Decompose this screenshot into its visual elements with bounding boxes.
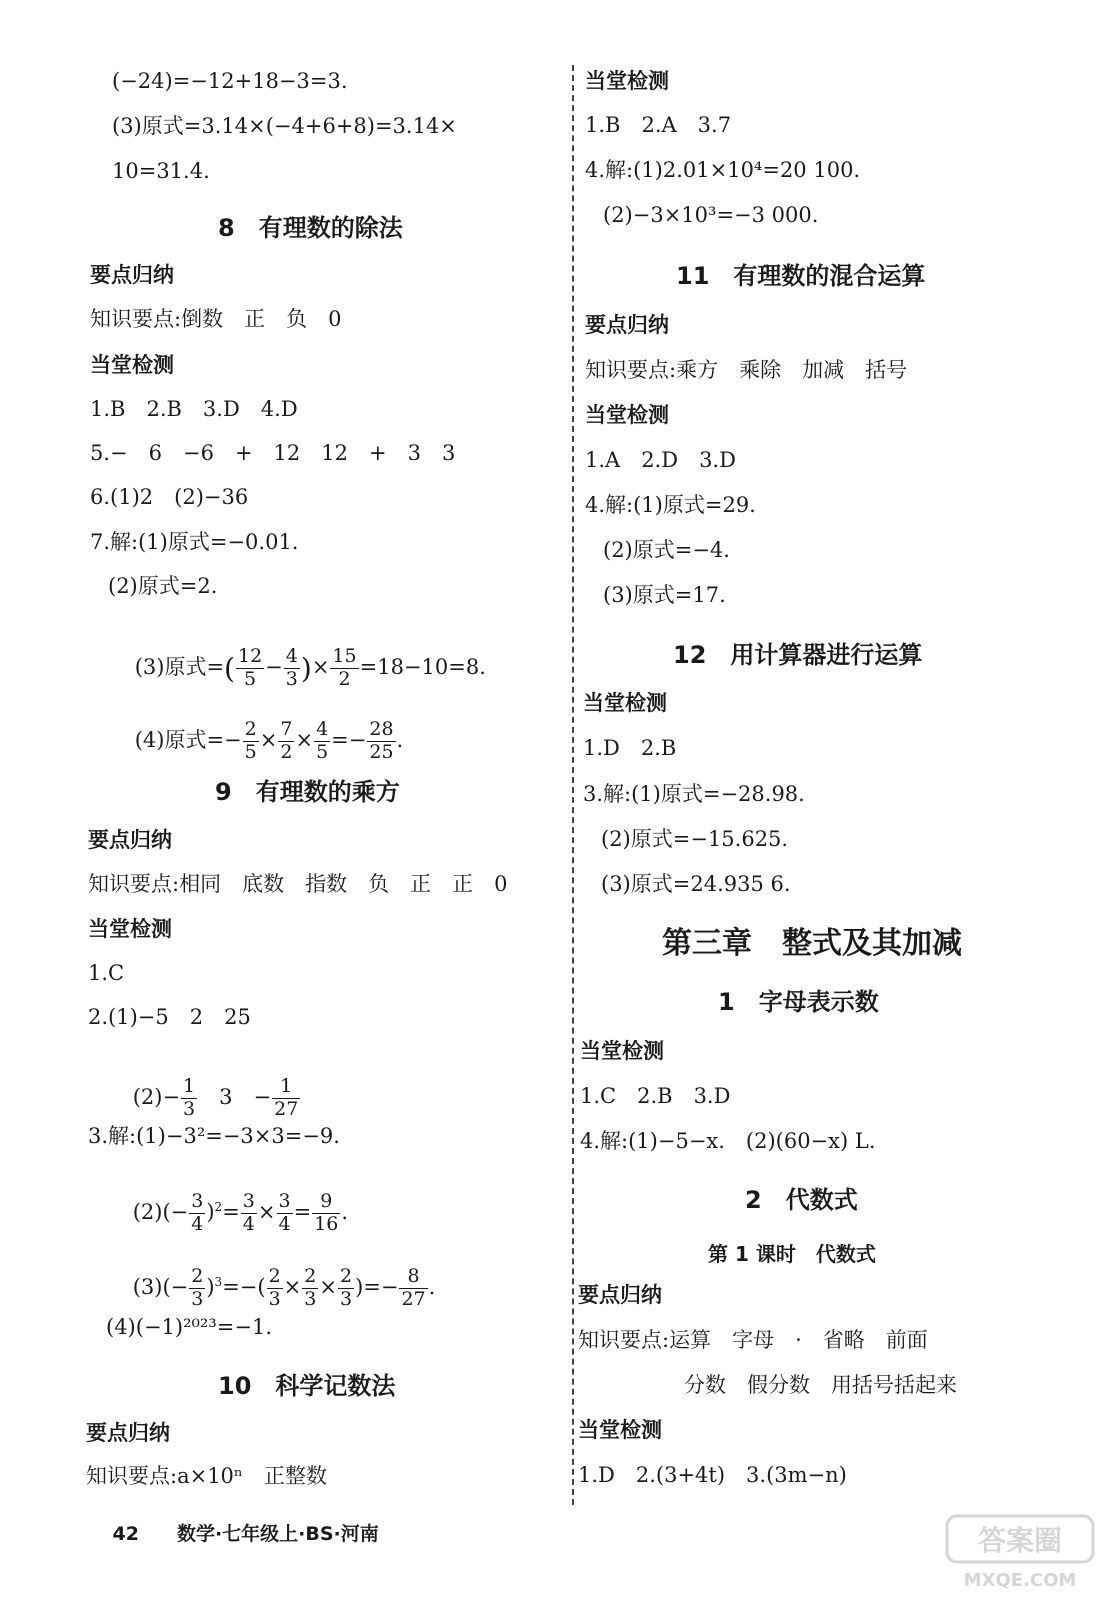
chapter-3-section-2-heading-check: 当堂检测 bbox=[578, 1418, 662, 1442]
section-8-knowledge: 知识要点:倒数 正 负 0 bbox=[90, 307, 342, 331]
section-11-heading-check: 当堂检测 bbox=[585, 403, 669, 427]
section-8-heading-check: 当堂检测 bbox=[90, 353, 174, 377]
section-12-answer-3-2: (2)原式=−15.625. bbox=[601, 827, 789, 851]
section-8-answer-7-2: (2)原式=2. bbox=[108, 574, 218, 598]
section-11-answer-1: 1.A 2.D 3.D bbox=[585, 448, 736, 472]
chapter-3-section-2-knowledge-1: 知识要点:运算 字母 · 省略 前面 bbox=[578, 1328, 928, 1352]
section-11-answer-4: 4.解:(1)原式=29. bbox=[585, 493, 756, 517]
chapter-3-section-1-title: 1 字母表示数 bbox=[718, 988, 879, 1016]
watermark-logo bbox=[945, 1512, 1095, 1592]
section-9-answer-2-2: (2)− $\frac{1}{3}$ 3 − $\frac{1}{27}$ bbox=[132, 1075, 299, 1121]
section-12-answer-3: 3.解:(1)原式=−28.98. bbox=[583, 782, 805, 806]
right-answer-1: 1.B 2.A 3.7 bbox=[585, 113, 732, 137]
section-11-knowledge: 知识要点:乘方 乘除 加减 括号 bbox=[585, 358, 908, 382]
section-11-title: 11 有理数的混合运算 bbox=[676, 262, 926, 290]
section-9-heading-check: 当堂检测 bbox=[88, 917, 172, 941]
chapter-3-section-2-heading-summary: 要点归纳 bbox=[578, 1283, 662, 1307]
section-9-heading-summary: 要点归纳 bbox=[88, 828, 172, 852]
section-12-heading-check: 当堂检测 bbox=[583, 691, 667, 715]
column-divider bbox=[572, 65, 574, 1505]
section-12-answer-3-3: (3)原式=24.935 6. bbox=[601, 872, 791, 896]
page-footer bbox=[86, 1497, 379, 1568]
section-9-answer-3-3: (3)(− $\frac{2}{3}$ )$^3$=−( $\frac{2}{3}$ × $\frac{2}{3}$ × $\frac{2}{3}$ )=− $\frac{8}{27}$ . bbox=[132, 1265, 436, 1311]
page-number: 42 bbox=[112, 1523, 139, 1545]
right-answer-4-2: (2)−3×10³=−3 000. bbox=[603, 203, 819, 227]
section-12-answer-1: 1.D 2.B bbox=[583, 736, 677, 760]
section-8-answer-7-4: (4)原式=− $\frac{2}{5}$ × $\frac{7}{2}$ × $\frac{4}{5}$ =− $\frac{28}{25}$ . bbox=[134, 718, 404, 764]
section-11-heading-summary: 要点归纳 bbox=[585, 313, 669, 337]
book-title: 数学·七年级上·BS·河南 bbox=[176, 1523, 379, 1545]
chapter-3-section-1-answer-4: 4.解:(1)−5−x. (2)(60−x) L. bbox=[580, 1129, 876, 1153]
chapter-3-section-2-title: 2 代数式 bbox=[745, 1186, 858, 1214]
section-9-title: 9 有理数的乘方 bbox=[215, 778, 400, 806]
left-line-2: (3)原式=3.14×(−4+6+8)=3.14× bbox=[112, 114, 457, 138]
svg-text:MXQE.COM: MXQE.COM bbox=[963, 1570, 1077, 1591]
section-9-answer-3: 3.解:(1)−3²=−3×3=−9. bbox=[88, 1124, 340, 1148]
section-9-answer-3-4: (4)(−1)²⁰²³=−1. bbox=[106, 1315, 272, 1339]
svg-text:答案圈: 答案圈 bbox=[977, 1524, 1063, 1557]
section-12-title: 12 用计算器进行运算 bbox=[673, 641, 923, 669]
section-8-answer-5: 5.− 6 −6 + 12 12 + 3 3 bbox=[90, 441, 456, 465]
chapter-3-title: 第三章 整式及其加减 bbox=[662, 926, 962, 961]
section-8-answer-7-3: (3)原式=( $\frac{12}{5}$ − $\frac{4}{3}$ )× $\frac{15}{2}$ =18−10=8. bbox=[134, 645, 486, 691]
section-8-answer-1: 1.B 2.B 3.D 4.D bbox=[90, 397, 298, 421]
section-8-title: 8 有理数的除法 bbox=[218, 214, 403, 242]
left-line-3: 10=31.4. bbox=[112, 159, 210, 183]
section-9-answer-3-2: (2)(− $\frac{3}{4}$ )$^2$= $\frac{3}{4}$ × $\frac{3}{4}$ = $\frac{9}{16}$ . bbox=[132, 1190, 349, 1236]
chapter-3-section-1-answer-1: 1.C 2.B 3.D bbox=[580, 1084, 731, 1108]
section-10-knowledge: 知识要点:a×10ⁿ 正整数 bbox=[86, 1464, 327, 1488]
section-8-answer-6: 6.(1)2 (2)−36 bbox=[90, 485, 249, 509]
chapter-3-section-1-heading-check: 当堂检测 bbox=[580, 1039, 664, 1063]
section-9-answer-2: 2.(1)−5 2 25 bbox=[88, 1005, 251, 1029]
right-answer-4: 4.解:(1)2.01×10⁴=20 100. bbox=[585, 158, 861, 182]
right-heading-check: 当堂检测 bbox=[585, 69, 669, 93]
chapter-3-section-2-knowledge-2: 分数 假分数 用括号括起来 bbox=[684, 1373, 957, 1397]
section-10-heading-summary: 要点归纳 bbox=[86, 1421, 170, 1445]
section-8-answer-7: 7.解:(1)原式=−0.01. bbox=[90, 530, 299, 554]
left-line-1: (−24)=−12+18−3=3. bbox=[112, 69, 348, 93]
section-9-answer-1: 1.C bbox=[88, 961, 125, 985]
section-8-heading-summary: 要点归纳 bbox=[90, 263, 174, 287]
section-9-knowledge: 知识要点:相同 底数 指数 负 正 正 0 bbox=[88, 872, 508, 896]
chapter-3-section-2-answer-1: 1.D 2.(3+4t) 3.(3m−n) bbox=[578, 1463, 847, 1487]
chapter-3-section-2-lesson: 第 1 课时 代数式 bbox=[708, 1242, 876, 1266]
section-10-title: 10 科学记数法 bbox=[218, 1372, 396, 1400]
section-11-answer-4-3: (3)原式=17. bbox=[603, 583, 726, 607]
section-11-answer-4-2: (2)原式=−4. bbox=[603, 538, 730, 562]
